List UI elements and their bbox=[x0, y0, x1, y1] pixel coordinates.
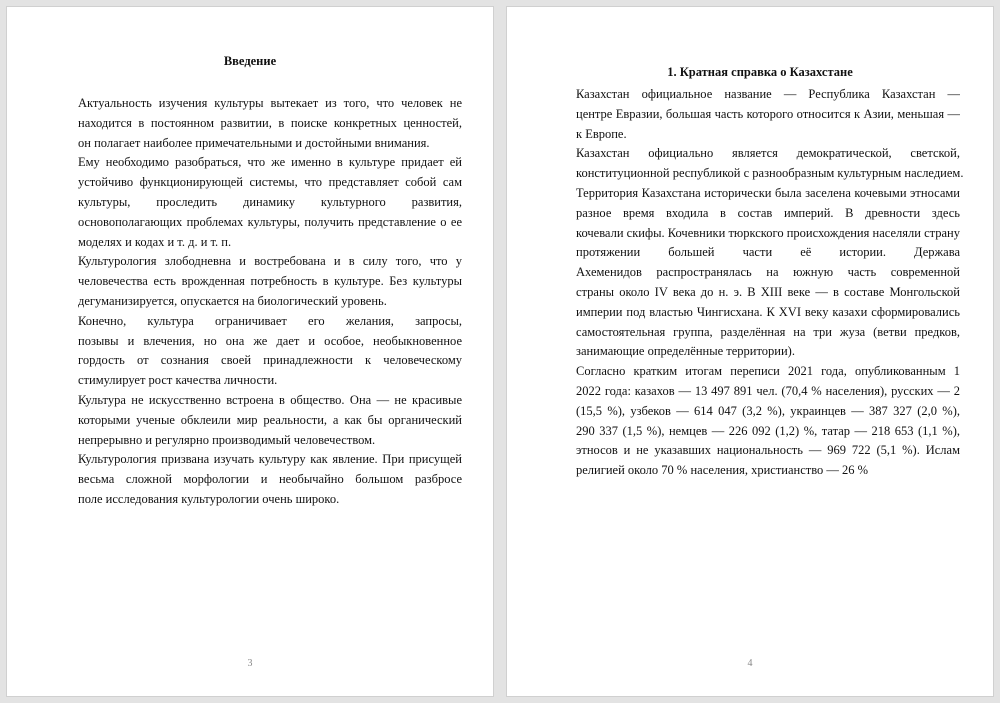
paragraph bbox=[576, 362, 960, 481]
paragraph bbox=[576, 144, 964, 184]
text-line: Культура не искусственно встроена в общество. Она — не красивые bbox=[78, 392, 462, 407]
text-line: поле исследования культурологии очень широко. bbox=[78, 491, 340, 506]
text-line: весьма сложной морфологии и необычайно большом разбросе bbox=[78, 472, 462, 487]
text-line: Казахстан официально является демократической, светской, bbox=[576, 146, 960, 161]
text-line: Территория Казахстана исторически была заселена кочевыми этносами bbox=[576, 185, 960, 200]
text-line: человечества есть врожденная потребность в культуре. Без культуры bbox=[78, 274, 462, 289]
page-number: 3 bbox=[247, 658, 253, 669]
document-page-3[interactable] bbox=[6, 6, 494, 697]
text-line: занимающие определённые территории). bbox=[576, 344, 795, 359]
paragraph bbox=[576, 184, 960, 362]
paragraph bbox=[78, 391, 462, 450]
text-line: стимулирует рост качества личности. bbox=[78, 373, 278, 388]
text-line: которыми ученые обклеили мир реальности, а как бы органический bbox=[78, 412, 462, 427]
text-line: Ему необходимо разобраться, что же именно в культуре придает ей bbox=[78, 155, 462, 170]
text-line: Ахеменидов распространялась на южную часть современной bbox=[576, 265, 960, 280]
text-line: 2022 года: казахов — 13 497 891 чел. (70,4 % населения), русских — 2 bbox=[576, 383, 960, 398]
text-line: позывы и влечения, но она же дает и особое, необыкновенное bbox=[78, 333, 462, 348]
text-line: устойчиво функционирующей системы, что представляет собой сам bbox=[78, 175, 462, 190]
text-line: Казахстан официальное название — Республика Казахстан — bbox=[576, 87, 960, 101]
text-line: Актуальность изучения культуры вытекает из того, что человек не bbox=[78, 96, 462, 110]
text-line: дегуманизируется, опускается на биологический уровень. bbox=[78, 293, 387, 308]
paragraph bbox=[78, 450, 462, 509]
page-body[interactable] bbox=[78, 94, 462, 510]
page-body[interactable] bbox=[576, 85, 964, 481]
page-number: 4 bbox=[747, 658, 753, 669]
text-line: Культурология призвана изучать культуру как явление. При присущей bbox=[78, 452, 462, 467]
text-line: непрерывно и регулярно производимый человечеством. bbox=[78, 432, 376, 447]
text-line: самостоятельная группа, разделённая на три жуза (ветви предков, bbox=[576, 324, 960, 339]
text-line: к Европе. bbox=[576, 126, 627, 141]
text-line: основополагающих проблемах культуры, получить представление о ее bbox=[78, 214, 462, 229]
text-line: империи под властью Чингисхана. К XVI веку казахи сформировались bbox=[576, 304, 960, 319]
text-line: религией около 70 % населения, христианство — 26 % bbox=[576, 463, 869, 478]
text-line: этносов и не указавших национальность — 969 722 (5,1 %). Ислам bbox=[576, 443, 960, 458]
text-line: Согласно кратким итогам переписи 2021 года, опубликованным 1 bbox=[576, 364, 960, 379]
text-line: центре Евразии, большая часть которого относится к Азии, меньшая — bbox=[576, 106, 960, 121]
paragraph bbox=[78, 94, 462, 153]
text-line: культуры, проследить динамику культурного развития, bbox=[78, 194, 462, 209]
text-line: Конечно, культура ограничивает его желания, запросы, bbox=[78, 313, 462, 328]
text-line: находится в постоянном развитии, в поиске конкретных ценностей, bbox=[78, 115, 462, 130]
text-line: Культурология злободневна и востребована и в силу того, что у bbox=[78, 254, 462, 269]
text-line: (15,5 %), узбеков — 614 047 (3,2 %), украинцев — 387 327 (2,0 %), bbox=[576, 403, 960, 418]
page-heading: 1. Кратная справка о Казахстане bbox=[667, 65, 853, 79]
text-line: гордость от сознания своей принадлежности к человеческому bbox=[78, 353, 462, 368]
paragraph bbox=[576, 85, 960, 144]
page-heading: Введение bbox=[223, 54, 277, 68]
text-line: разное время входила в состав империй. В древности здесь bbox=[576, 205, 960, 220]
text-line: кочевали скифы. Кочевники тюркского происхождения населяли страну bbox=[576, 225, 960, 240]
text-line: страны около IV века до н. э. В XIII веке — в составе Монгольской bbox=[576, 284, 960, 299]
text-line: моделях и кодах и т. д. и т. п. bbox=[78, 234, 232, 249]
text-line: протяжении большей части её истории. Держава bbox=[576, 245, 960, 260]
paragraph bbox=[78, 153, 462, 252]
document-page-4[interactable] bbox=[506, 6, 994, 697]
text-line: он полагает наиболее примечательными и достойными внимания. bbox=[78, 135, 430, 150]
text-line: конституционной республикой с разнообразным культурным наследием. bbox=[576, 166, 964, 181]
paragraph bbox=[78, 312, 462, 391]
text-line: 290 337 (1,5 %), немцев — 226 092 (1,2) %, татар — 218 653 (1,1 %), bbox=[576, 423, 960, 438]
paragraph bbox=[78, 252, 462, 311]
